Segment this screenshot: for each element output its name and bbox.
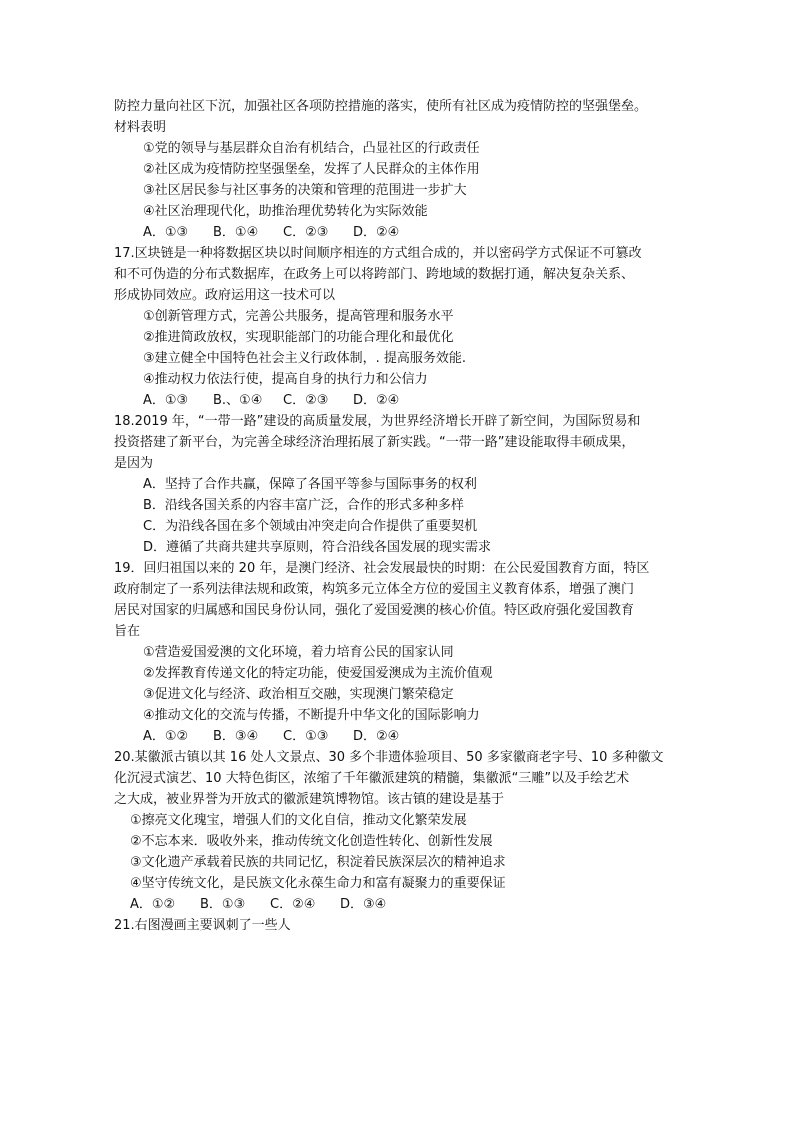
- q20-stem-line-3: 之大成，被业界誉为开放式的徽派建筑博物馆。该古镇的建设是基于: [114, 792, 505, 807]
- q19-stem-line-2: 政府制定了一系列法律法规和政策，构筑多元立体全方位的爱国主义教育体系，增强了澳门: [114, 582, 635, 597]
- q19-stem-line-3: 居民对国家的归属感和国民身份认同，强化了爱国爱澳的核心价值。特区政府强化爱国教育: [114, 603, 635, 618]
- q16-item-2: ②社区成为疫情防控坚强堡垒，发挥了人民群众的主体作用: [143, 162, 480, 177]
- q17-item-4: ④推动权力依法行使，提高自身的执行力和公信力: [143, 372, 428, 387]
- q17-stem-line-1: 17.区块链是一种将数据区块以时间顺序相连的方式组合成的，并以密码学方式保证不可篡改: [114, 246, 642, 261]
- q16-item-4: ④社区治理现代化，助推治理优势转化为实际效能: [143, 204, 428, 219]
- q18-stem-line-2: 投资搭建了新平台，为完善全球经济治理拓展了新实践。“一带一路”建设能取得丰硕成果，: [114, 435, 635, 450]
- q16-option-a: A．①③: [143, 225, 189, 240]
- q20-option-b: B．①③: [200, 897, 246, 912]
- q20-option-d: D．③④: [340, 897, 387, 912]
- q17-item-2: ②推进简政放权，实现职能部门的功能合理化和最优化: [143, 330, 454, 345]
- q18-choice-b: B．沿线各国关系的内容丰富广泛，合作的形式多种多样: [143, 498, 464, 513]
- q19-item-4: ④推动文化的交流与传播，不断提升中华文化的国际影响力: [143, 708, 480, 723]
- q16-stem-line-1: 防控力量向社区下沉，加强社区各项防控措施的落实，使所有社区成为疫情防控的坚强堡垒。: [114, 99, 648, 114]
- q17-option-a: A．①③: [143, 393, 189, 408]
- q17-item-1: ①创新管理方式，完善公共服务，提高管理和服务水平: [143, 309, 454, 324]
- q18-choice-d: D．遵循了共商共建共享原则，符合沿线各国发展的现实需求: [143, 540, 492, 555]
- q20-option-c: C．②④: [270, 897, 316, 912]
- q20-option-a: A．①②: [130, 897, 176, 912]
- q16-option-b: B．①④: [213, 225, 259, 240]
- q16-option-c: C．②③: [283, 225, 329, 240]
- q17-options: [114, 390, 690, 411]
- q16-item-1: ①党的领导与基层群众自治有机结合，凸显社区的行政责任: [143, 141, 480, 156]
- q19-options: [114, 726, 690, 747]
- q16-options: [114, 222, 690, 243]
- q17-option-c: C．②③: [283, 393, 329, 408]
- q20-item-2: ②不忘本来．吸收外来，推动传统文化创造性转化、创新性发展: [130, 834, 493, 849]
- q20-item-4: ④坚守传统文化，是民族文化永葆生命力和富有凝聚力的重要保证: [130, 876, 506, 891]
- q18-choice-a: A．坚持了合作共赢，保障了各国平等参与国际事务的权利: [143, 477, 477, 492]
- q17-stem-line-3: 形成协同效应。政府运用这一技术可以: [114, 288, 336, 303]
- q19-item-1: ①营造爱国爱澳的文化环境，着力培育公民的国家认同: [143, 645, 454, 660]
- q21-stem: 21.右图漫画主要讽刺了一些人: [114, 918, 291, 933]
- q19-stem-line-4: 旨在: [114, 624, 141, 639]
- q17-item-3: ③建立健全中国特色社会主义行政体制，. 提高服务效能.: [143, 351, 467, 366]
- q19-option-d: D．②④: [353, 729, 400, 744]
- q19-item-2: ②发挥教育传递文化的特定功能，使爱国爱澳成为主流价值观: [143, 666, 493, 681]
- q16-option-d: D．②④: [353, 225, 400, 240]
- q17-option-d: D．②④: [353, 393, 400, 408]
- q19-item-3: ③促进文化与经济、政治相互交融，实现澳门繁荣稳定: [143, 687, 454, 702]
- q17-option-b: B.、①④: [213, 393, 263, 408]
- q19-stem-line-1: 19．回归祖国以来的 20 年，是澳门经济、社会发展最快的时期：在公民爱国教育方面，特区: [114, 561, 650, 576]
- q19-option-c: C．①③: [283, 729, 329, 744]
- q20-item-1: ①擦亮文化瑰宝，增强人们的文化自信，推动文化繁荣发展: [130, 813, 467, 828]
- q20-item-3: ③文化遗产承载着民族的共同记忆，积淀着民族深层次的精神追求: [130, 855, 506, 870]
- q19-option-a: A．①②: [143, 729, 189, 744]
- q18-choice-c: C．为沿线各国在多个领域由冲突走向合作提供了重要契机: [143, 519, 478, 534]
- q18-stem-line-3: 是因为: [114, 456, 154, 471]
- q16-stem-end: 材料表明: [114, 120, 167, 135]
- q19-option-b: B．③④: [213, 729, 259, 744]
- q18-stem-line-1: 18.2019 年，“一带一路”建设的高质量发展，为世界经济增长开辟了新空间，为国际贸易和: [114, 414, 641, 429]
- q16-item-3: ③社区居民参与社区事务的决策和管理的范围进一步扩大: [143, 183, 467, 198]
- q20-stem-line-2: 化沉浸式演艺、10 大特色街区，浓缩了千年徽派建筑的精髓，集徽派“三雕”以及手绘艺术: [114, 771, 630, 786]
- exam-page: [114, 96, 690, 936]
- q20-options: [114, 894, 690, 915]
- q17-stem-line-2: 和不可伪造的分布式数据库，在政务上可以将跨部门、跨地域的数据打通，解决复杂关系、: [114, 267, 635, 282]
- q20-stem-line-1: 20.某徽派古镇以其 16 处人文景点、30 多个非遗体验项目、50 多家徽商老字号、10 多种徽文: [114, 750, 664, 765]
